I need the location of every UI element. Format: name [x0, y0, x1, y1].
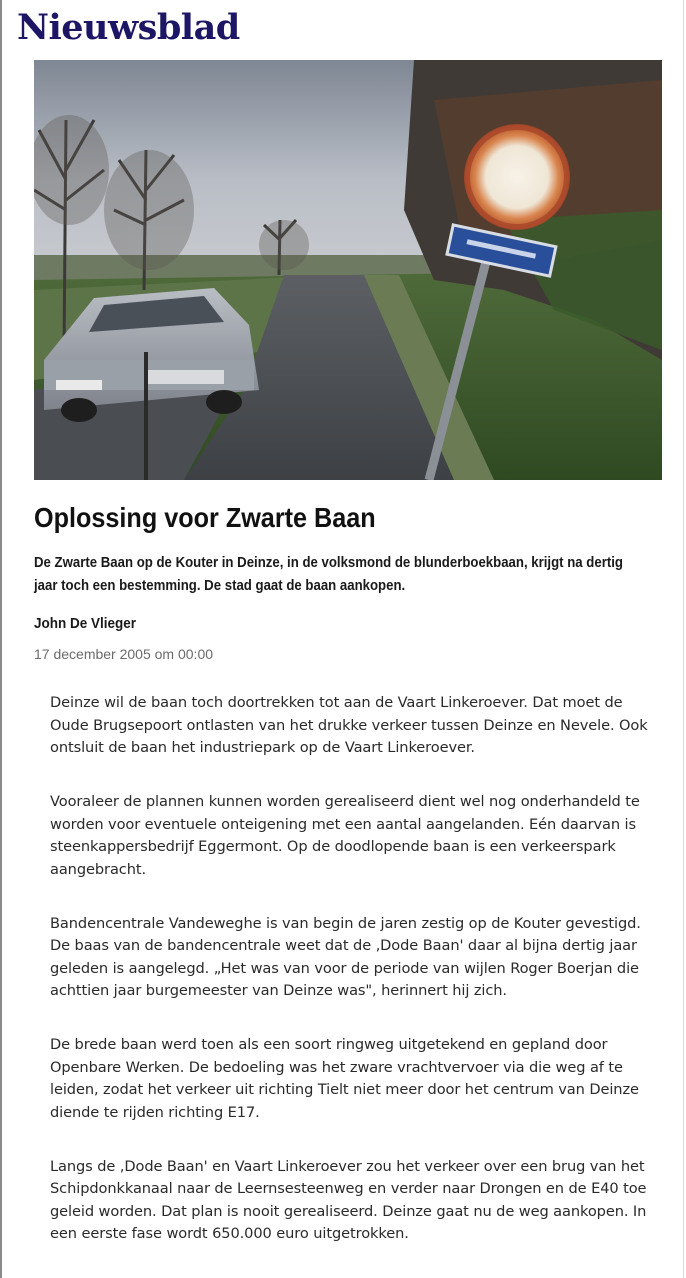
- article-paragraph: Deinze wil de baan toch doortrekken tot aan de Vaart Linkeroever. Dat moet de Oude Brugsepoort ontlasten van het drukke verkeer tussen Deinze en Nevele. Ook ontsluit de baan het industriepark op de Vaart Linkeroever.: [50, 694, 648, 756]
- article-date: 17 december 2005 om 00:00: [34, 646, 214, 662]
- article-author[interactable]: John De Vlieger: [34, 615, 137, 632]
- article-body: [50, 692, 650, 1277]
- article-photo: [34, 60, 662, 480]
- site-logo[interactable]: Nieuwsblad: [17, 7, 240, 48]
- article-lead: De Zwarte Baan op de Kouter in Deinze, in de volksmond de blunderboekbaan, krijgt na dertig jaar toch een bestemming. De stad gaat de baan aankopen.: [34, 554, 623, 594]
- article-paragraph: Langs de ‚Dode Baan' en Vaart Linkeroever zou het verkeer over een brug van het Schipdonkkanaal naar de Leernsesteenweg en verder naar Drongen en de E40 toe geleid worden. Dat plan is nooit gerealiseerd. Deinze gaat nu de weg aankopen. In een eerste fase wordt 650.000 euro uitgetrokken.: [50, 1157, 647, 1242]
- article-paragraph: De brede baan werd toen als een soort ringweg uitgetekend en gepland door Openbare Werken. De bedoeling was het zware vrachtvervoer via die weg af te leiden, zodat het verkeer uit richting Tielt niet meer door het centrum van Deinze diende te rijden richting E17.: [50, 1036, 639, 1121]
- article-paragraph: Bandencentrale Vandeweghe is van begin de jaren zestig op de Kouter gevestigd. De baas van de bandencentrale weet dat de ‚Dode Baan' daar al bijna dertig jaar geleden is aangelegd. „Het was van voor de periode van wijlen Roger Boerjan die achttien jaar burgemeester van Deinze was", herinnert hij zich.: [50, 914, 641, 999]
- left-border: [0, 0, 2, 1278]
- article-headline: Oplossing voor Zwarte Baan: [34, 502, 376, 533]
- right-border: [683, 0, 684, 1278]
- article-paragraph: Vooraleer de plannen kunnen worden gerealiseerd dient wel nog onderhandeld te worden voor eventuele onteigening met een aantal aangelanden. Eén daarvan is steenkappersbedrijf Eggermont. Op de doodlopende baan is een verkeerspark aangebracht.: [50, 793, 640, 878]
